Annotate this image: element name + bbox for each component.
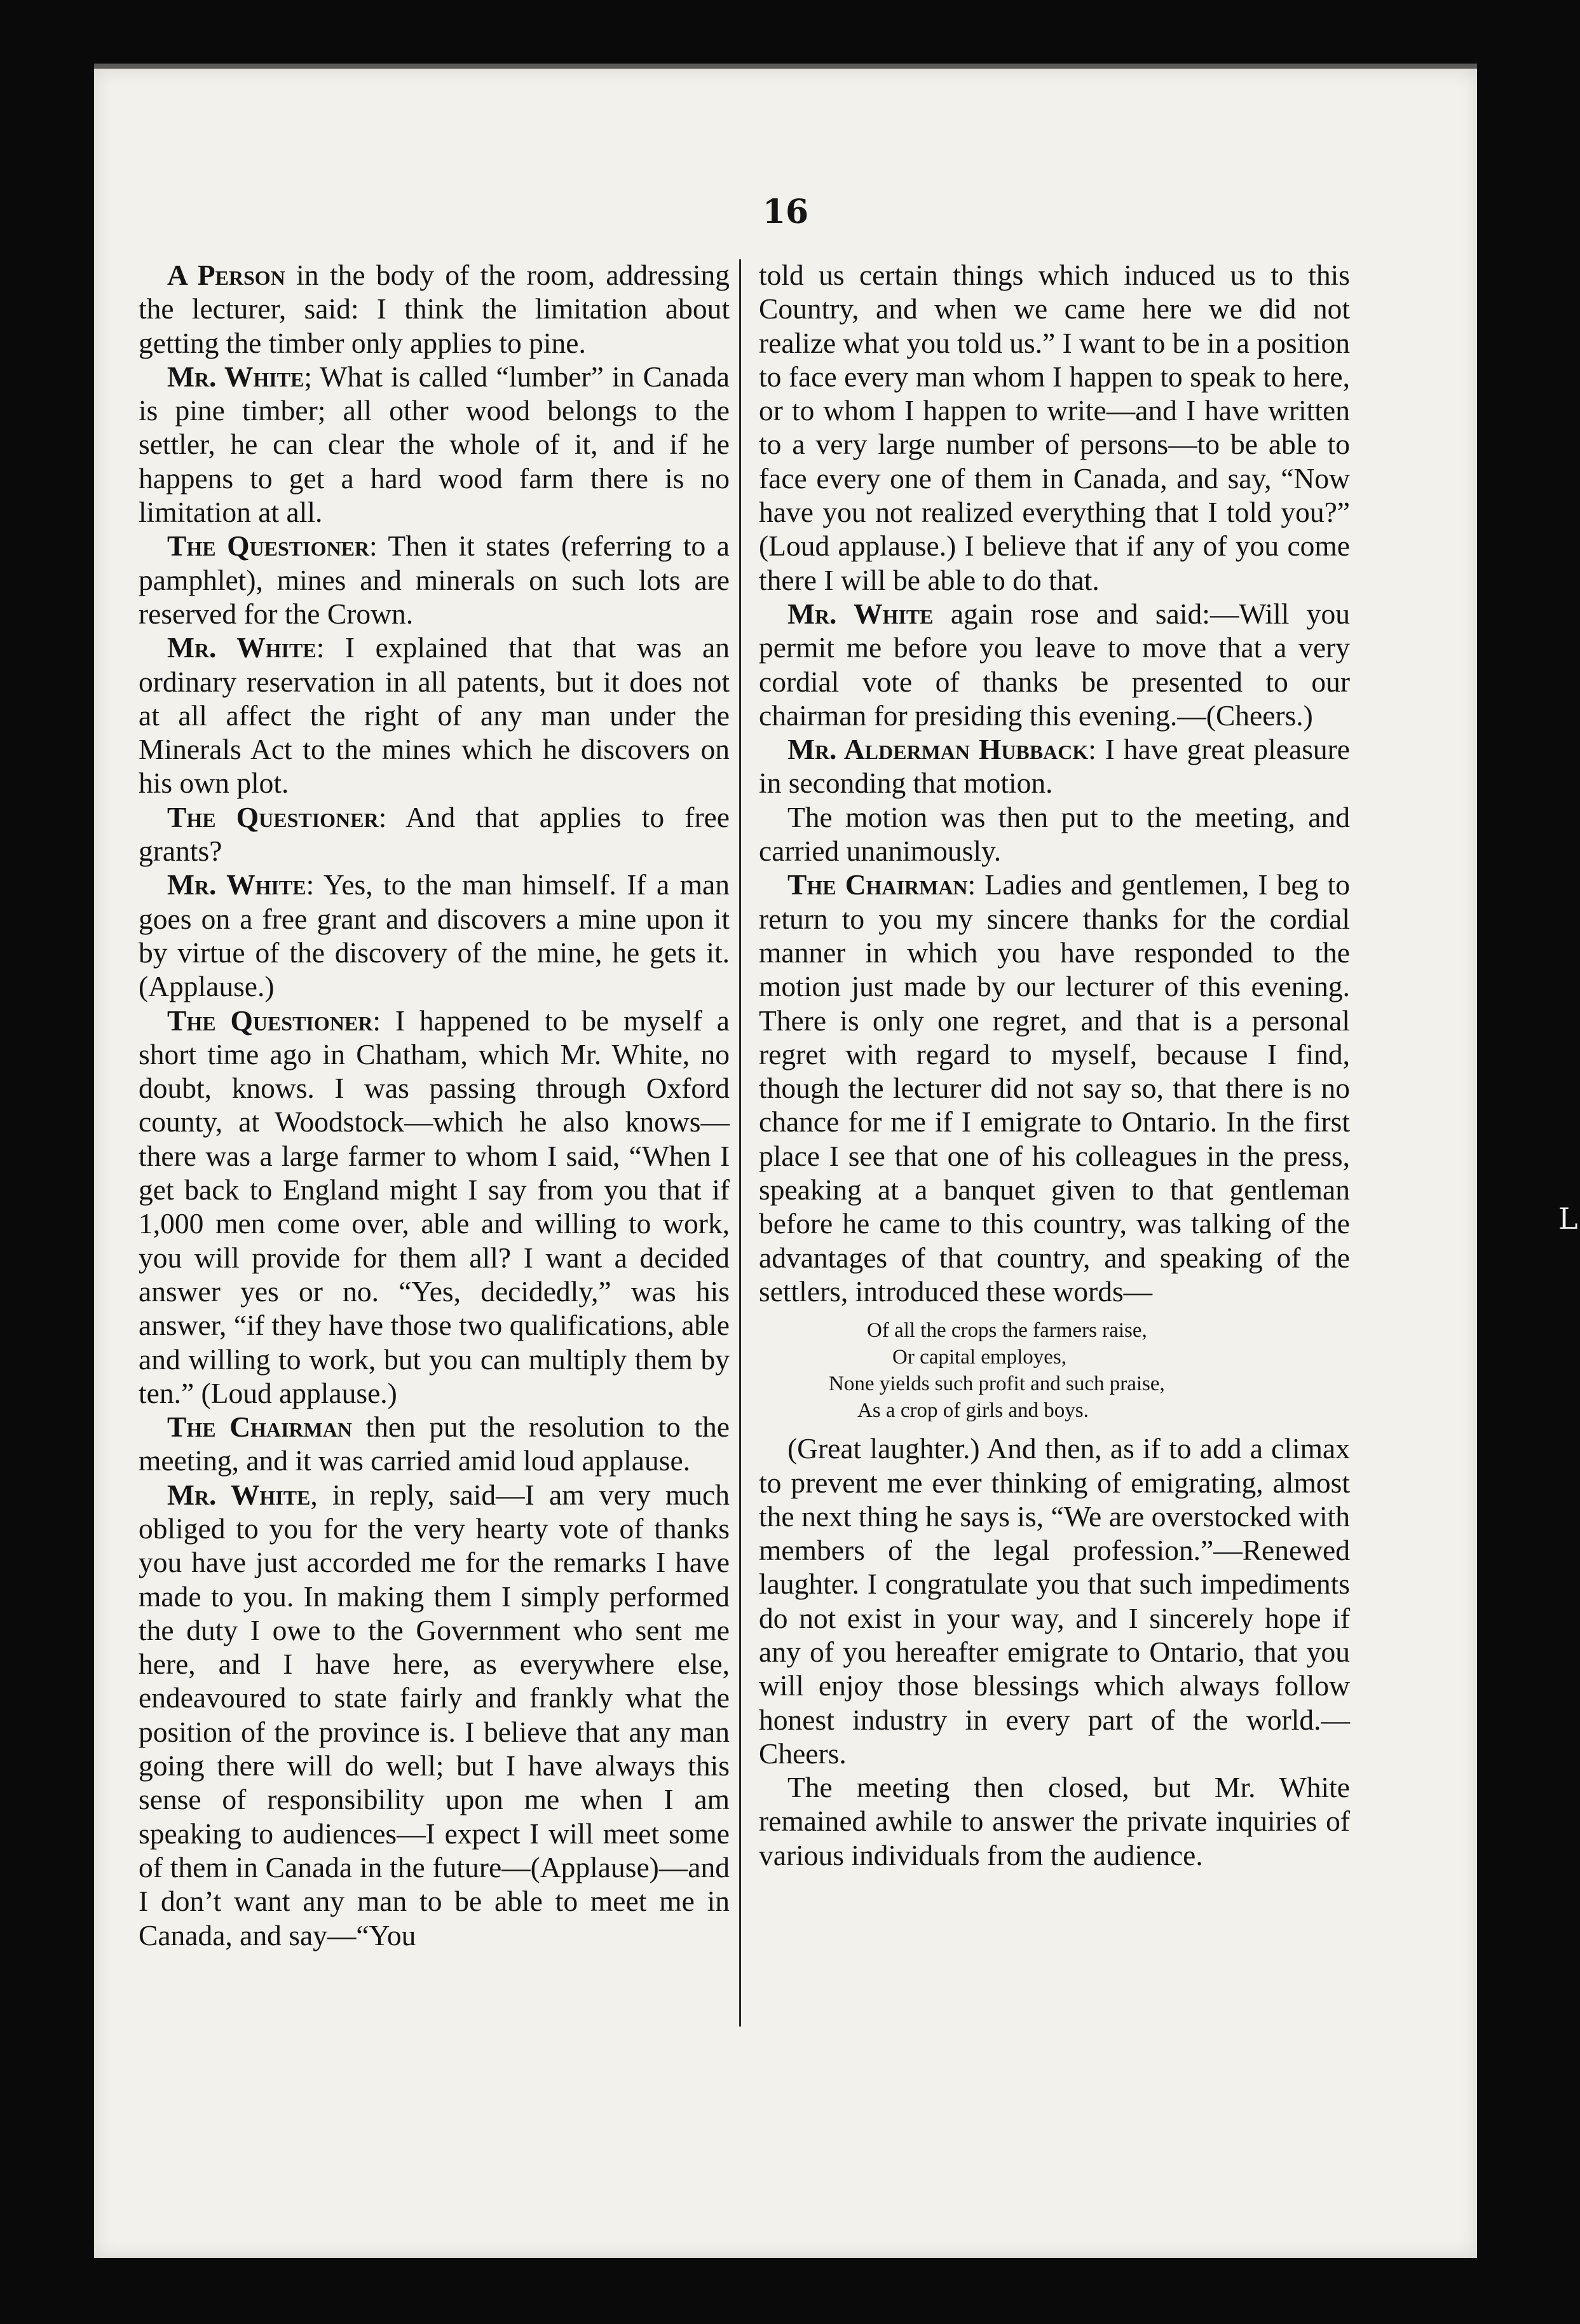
speaker-name: Mr. White <box>167 360 304 393</box>
paragraph <box>139 529 730 631</box>
right-column <box>759 258 1350 1872</box>
speaker-name: The Chairman <box>787 868 968 901</box>
paragraph-text: told us certain things which induced us to this Country, and when we came here we did not realize what you told us.” I want to be in a position to face every man whom I happen to speak to here, or to whom I happen to write—and I have written to a very large number of persons—to be able to face every one of them in Canada, and say, “Now have you not realized everything that I told you?” (Loud applause.) I believe that if any of you come there I will be able to do that. <box>759 259 1350 596</box>
left-column <box>139 258 730 1952</box>
paragraph-text: : I have great pleasure in seconding that motion. <box>759 733 1350 800</box>
speaker-name: The Questioner <box>167 530 370 563</box>
verse-line: None yields such profit and such praise, <box>829 1372 1165 1396</box>
speaker-name: Mr. White <box>167 631 317 664</box>
paragraph-text: : And that applies to free grants? <box>139 800 730 868</box>
paragraph-text: The meeting then closed, but Mr. White remained awhile to answer the private inquiries of various individuals from the audience. <box>759 1771 1350 1871</box>
paragraph <box>759 868 1350 1308</box>
paragraph-text: : Yes, to the man himself. If a man goes on a free grant and discovers a mine upon it by virtue of the discovery of the mine, he gets it. (Applause.) <box>139 868 730 1003</box>
speaker-name: The Questioner <box>167 800 379 833</box>
paragraph <box>139 1004 730 1411</box>
paragraph-text: , in reply, said—I am very much obliged to you for the very hearty vote of thanks you have just accorded me for the remarks I have made to you. In making them I simply performed the duty I owe to the Government who sent me here, and I have here, as everywhere else, endeavoured to state fairly and frankly what the position of the province is. I believe that any man going there will do well; but I have always this sense of responsibility upon me when I am speaking to audiences—I expect I will meet some of them in Canada in the future—(Applause)—and I don’t want any man to be able to meet me in Canada, and say—“You <box>139 1478 730 1951</box>
margin-mark: L <box>1558 1201 1578 1236</box>
paragraph-text: : Ladies and gentlemen, I beg to return to you my sincere thanks for the cordial manner in which you have responded to the motion just made by our lecturer of this evening. There is only one regret, and that is a personal regret with regard to myself, because I find, though the lecturer did not say so, that there is no chance for me if I emigrate to Ontario. In the first place I see that one of his colleagues in the press, speaking at a banquet given to that gentleman before he came to this country, was talking of the advantages of that country, and speaking of the settlers, introduced these words— <box>759 868 1350 1308</box>
paragraph-text: : I explained that that was an ordinary reservation in all patents, but it does not at all affect the right of any man under the Minerals Act to the mines which he discovers on his own plot. <box>139 631 730 800</box>
paragraph <box>759 258 1350 597</box>
speaker-name: Mr. Alderman Hubback <box>787 733 1089 766</box>
verse-line: As a crop of girls and boys. <box>857 1399 1089 1423</box>
verse-line: Or capital employes, <box>892 1346 1066 1369</box>
paragraph <box>139 1410 730 1478</box>
speaker-name: Mr. White <box>167 868 306 901</box>
paragraph-text: (Great laughter.) And then, as if to add a climax to prevent me ever thinking of emigrating, almost the next thing he says is, “We are overstocked with members of the legal profession.”—Renewed laughter. I congratulate you that such impediments do not exist in your way, and I sincerely hope if any of you hereafter emigrate to Ontario, that you will enjoy those blessings which always follow honest industry in every part of the world.—Cheers. <box>759 1432 1350 1770</box>
paragraph-text: then put the resolution to the meeting, and it was carried amid loud applause. <box>139 1411 730 1477</box>
paragraph <box>759 597 1350 732</box>
paragraph-text: again rose and said:—Will you permit me before you leave to move that a very cordial vote of thanks be presented to our chairman for presiding this evening.—(Cheers.) <box>759 597 1351 732</box>
paragraph-text: ; What is called “lumber” in Canada is pine timber; all other wood belongs to the settler, he can clear the whole of it, and if he happens to get a hard wood farm there is no limitation at all. <box>139 360 730 529</box>
speaker-name: A Person <box>167 259 285 291</box>
paragraph <box>139 631 730 800</box>
paragraph-text: in the body of the room, addressing the lecturer, said: I think the limitation about getting the timber only applies to pine. <box>139 259 730 359</box>
speaker-name: The Chairman <box>167 1411 352 1444</box>
paragraph <box>759 1432 1350 1770</box>
speaker-name: The Questioner <box>167 1004 373 1037</box>
paragraph-text: : I happened to be myself a short time ago in Chatham, which Mr. White, no doubt, knows. I was passing through Oxford county, at Woodstock—which he also knows—there was a large farmer to whom I said, “When I get back to England might I say from you that if 1,000 men come over, able and willing to work, you will provide for them all? I want a decided answer yes or no. “Yes, decidedly,” was his answer, “if they have those two qualifications, able and willing to work, but you can multiply them by ten.” (Loud applause.) <box>139 1004 730 1409</box>
paragraph <box>139 800 730 868</box>
paragraph-text: The motion was then put to the meeting, and carried unanimously. <box>759 800 1350 868</box>
paragraph <box>759 1770 1350 1872</box>
verse-quote <box>759 1317 1350 1424</box>
right-column-lower-text <box>759 1432 1350 1872</box>
speaker-name: Mr. White <box>787 597 934 630</box>
paragraph <box>139 258 730 360</box>
speaker-name: Mr. White <box>167 1478 311 1511</box>
right-column-upper-text <box>759 258 1350 1308</box>
page-number: 16 <box>762 193 809 231</box>
paragraph-text: : Then it states (referring to a pamphlet), mines and minerals on such lots are reserved for the Crown. <box>139 530 730 630</box>
paragraph <box>139 1478 730 1952</box>
printed-page <box>94 64 1477 2258</box>
column-divider <box>739 259 741 2027</box>
verse-line: Of all the crops the farmers raise, <box>867 1319 1147 1343</box>
paragraph <box>759 732 1350 800</box>
paragraph <box>759 800 1350 868</box>
paragraph <box>139 868 730 1003</box>
paragraph <box>139 360 730 529</box>
